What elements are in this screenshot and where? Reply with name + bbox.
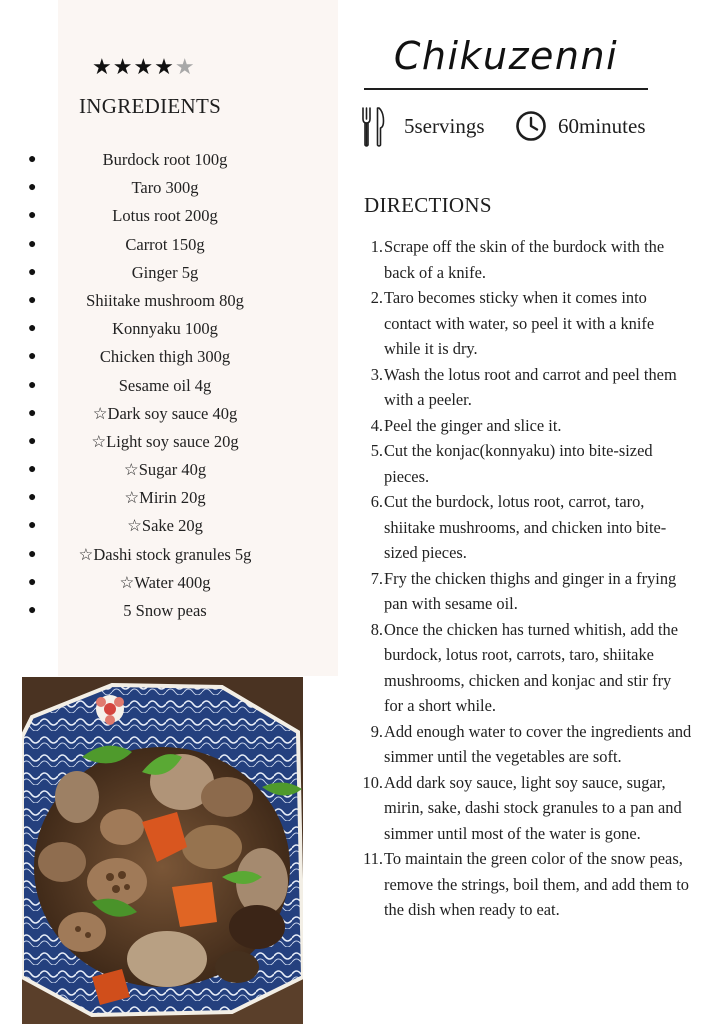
bullet-icon: ●: [28, 152, 37, 167]
step-number: 5.: [370, 441, 383, 460]
step-number: 4.: [370, 415, 383, 435]
bullet-icon: ●: [28, 321, 37, 337]
ingredient-item: [0, 231, 330, 259]
ingredient-item: [0, 287, 330, 315]
step-text: Scrape off the skin of the burdock with the back of a knife.: [384, 237, 665, 282]
ingredient-item: [0, 541, 330, 569]
step-number: 8.: [370, 619, 383, 639]
step-number: 7.: [370, 568, 383, 588]
ingredient-item: [0, 400, 330, 428]
servings-label: 5servings: [404, 114, 485, 138]
bullet-icon: ●: [28, 180, 37, 196]
fork-knife-icon: [360, 106, 386, 148]
directions-heading: DIRECTIONS: [364, 193, 492, 217]
ingredient-text: ☆Light soy sauce 20g: [91, 431, 239, 451]
rating-filled-stars: ★★★★: [92, 55, 175, 80]
bullet-icon: ●: [28, 349, 37, 365]
star-rating: [92, 54, 196, 82]
rating-empty-star: ★: [174, 55, 196, 80]
step-number: 1.: [370, 237, 383, 256]
ingredient-text: ☆Mirin 20g: [124, 488, 206, 508]
ingredient-item: [0, 343, 330, 371]
bullet-icon: ●: [28, 490, 37, 506]
ingredient-item: [0, 146, 330, 174]
direction-step: [362, 846, 692, 923]
clock-icon: [515, 110, 547, 142]
ingredient-item: [0, 202, 330, 230]
bullet-icon: ●: [28, 208, 37, 224]
step-number: 2.: [370, 288, 383, 307]
ingredient-text: Carrot 150g: [125, 234, 205, 254]
bullet-icon: ●: [28, 546, 37, 562]
directions-list: [362, 234, 692, 923]
bullet-icon: ●: [28, 264, 37, 280]
ingredients-list: [0, 146, 330, 625]
recipe-title: Chikuzenni: [393, 34, 619, 78]
ingredient-text: Shiitake mushroom 80g: [86, 290, 244, 310]
direction-step: [362, 413, 692, 439]
ingredient-item: [0, 315, 330, 343]
ingredient-item: [0, 597, 330, 625]
ingredient-text: ☆Water 400g: [119, 572, 211, 592]
ingredient-item: [0, 259, 330, 287]
ingredient-text: ☆Sake 20g: [127, 516, 203, 536]
step-number: 3.: [370, 364, 383, 384]
direction-step: [362, 489, 692, 566]
ingredient-item: [0, 484, 330, 512]
dish-illustration: [22, 677, 303, 1024]
bullet-icon: ●: [28, 292, 37, 308]
step-text: Wash the lotus root and carrot and peel them with a peeler.: [384, 364, 677, 409]
bullet-icon: ●: [28, 603, 37, 618]
ingredients-heading: INGREDIENTS: [79, 94, 222, 118]
direction-step: [362, 438, 692, 489]
recipe-meta: [360, 104, 680, 148]
ingredient-text: Ginger 5g: [131, 262, 199, 282]
ingredient-text: 5 Snow peas: [123, 601, 207, 620]
time-label: 60minutes: [558, 114, 646, 138]
bullet-icon: ●: [28, 462, 37, 478]
ingredient-item: [0, 456, 330, 484]
direction-step: [362, 362, 692, 413]
ingredient-text: Lotus root 200g: [112, 206, 218, 226]
bullet-icon: ●: [28, 236, 37, 252]
ingredient-text: Konnyaku 100g: [112, 319, 218, 339]
direction-step: [362, 719, 692, 770]
bullet-icon: ●: [28, 518, 37, 534]
step-number: 9.: [370, 721, 383, 741]
ingredient-text: ☆Dark soy sauce 40g: [92, 403, 238, 423]
ingredient-text: ☆Sugar 40g: [123, 460, 207, 480]
direction-step: [362, 566, 692, 617]
direction-step: [362, 285, 692, 362]
step-number: 10.: [362, 772, 383, 792]
title-divider: [364, 88, 648, 90]
step-text: Taro becomes sticky when it comes into contact with water, so peel it with a knife while it is dry.: [384, 288, 655, 358]
ingredient-item: [0, 569, 330, 597]
step-text: Fry the chicken thighs and ginger in a frying pan with sesame oil.: [384, 568, 677, 613]
step-text: Add enough water to cover the ingredients and simmer until the vegetables are soft.: [384, 721, 692, 766]
direction-step: [362, 770, 692, 847]
ingredient-text: Sesame oil 4g: [118, 375, 212, 395]
ingredient-text: Taro 300g: [131, 178, 199, 198]
step-text: Peel the ginger and slice it.: [384, 415, 562, 435]
ingredient-item: [0, 174, 330, 202]
step-number: 11.: [363, 849, 383, 868]
step-text: Cut the burdock, lotus root, carrot, taro, shiitake mushrooms, and chicken into bite-sized pieces.: [384, 492, 667, 562]
step-text: To maintain the green color of the snow peas, remove the strings, boil them, and add them to the dish when ready to eat.: [384, 849, 689, 919]
direction-step: [362, 234, 692, 285]
bullet-icon: ●: [28, 574, 37, 590]
ingredient-item: [0, 428, 330, 456]
ingredient-text: Chicken thigh 300g: [99, 347, 231, 367]
step-text: Add dark soy sauce, light soy sauce, sugar, mirin, sake, dashi stock granules to a pan and simmer until most of the water is gone.: [384, 772, 682, 843]
dish-photo: [22, 677, 303, 1024]
step-text: Cut the konjac(konnyaku) into bite-sized pieces.: [384, 441, 653, 486]
step-text: Once the chicken has turned whitish, add the burdock, lotus root, carrots, taro, shiitake mushrooms, chicken and konjac and stir fry for a short while.: [384, 619, 679, 715]
direction-step: [362, 617, 692, 719]
step-number: 6.: [370, 492, 383, 511]
ingredient-item: [0, 372, 330, 400]
ingredient-text: Burdock root 100g: [102, 150, 228, 169]
ingredient-item: [0, 512, 330, 540]
bullet-icon: ●: [28, 377, 37, 393]
ingredient-text: ☆Dashi stock granules 5g: [78, 544, 252, 564]
bullet-icon: ●: [28, 433, 37, 449]
bullet-icon: ●: [28, 405, 37, 421]
